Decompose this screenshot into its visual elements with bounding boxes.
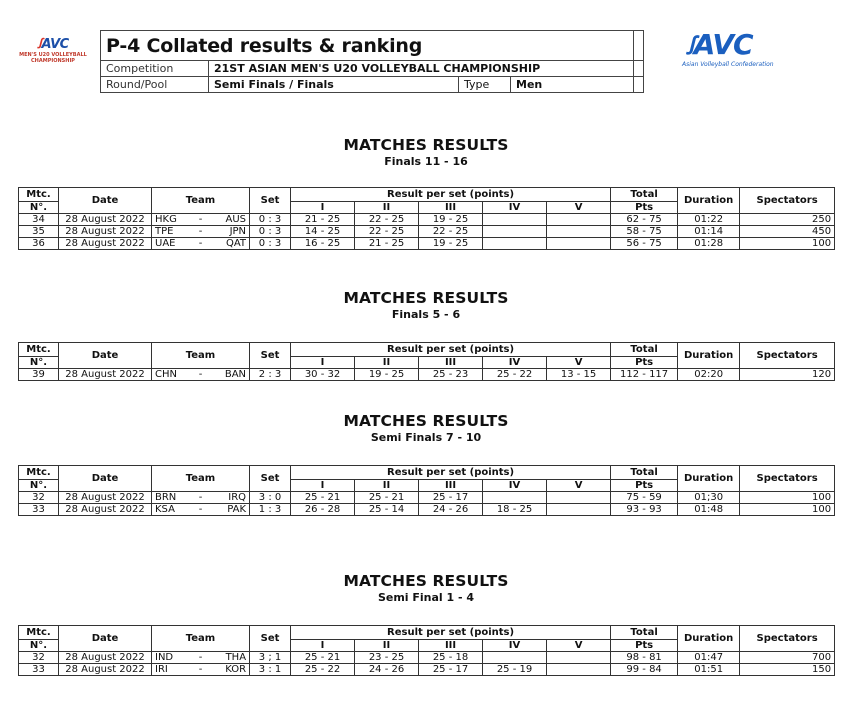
away-team: JPN	[207, 226, 250, 238]
total-points: 98 - 81	[611, 652, 678, 664]
col-date: Date	[59, 343, 152, 369]
set-2-score: 25 - 21	[355, 492, 419, 504]
type-value: Men	[511, 77, 634, 93]
col-set-1: I	[291, 202, 355, 214]
col-no: N°.	[19, 202, 59, 214]
team-separator: -	[195, 652, 207, 664]
team-separator: -	[195, 504, 207, 516]
competition-label: Competition	[101, 61, 209, 77]
set-4-score	[483, 238, 547, 250]
set-1-score: 16 - 25	[291, 238, 355, 250]
set-1-score: 30 - 32	[291, 369, 355, 381]
set-3-score: 25 - 23	[419, 369, 483, 381]
match-duration: 01:22	[678, 214, 740, 226]
home-team: IND	[152, 652, 195, 664]
col-set: Set	[250, 343, 291, 369]
col-date: Date	[59, 626, 152, 652]
col-result-per-set: Result per set (points)	[291, 343, 611, 357]
team-separator: -	[195, 369, 207, 381]
table-row	[19, 664, 835, 676]
set-4-score: 25 - 22	[483, 369, 547, 381]
match-number: 39	[19, 369, 59, 381]
away-team: QAT	[207, 238, 250, 250]
logo-text-line-2: CHAMPIONSHIP	[31, 58, 75, 64]
match-duration: 01:47	[678, 652, 740, 664]
table-row	[19, 652, 835, 664]
col-total: Total	[611, 343, 678, 357]
section-subtitle: Semi Finals 7 - 10	[370, 431, 482, 444]
col-duration: Duration	[678, 626, 740, 652]
spectators-count: 150	[740, 664, 835, 676]
col-set-5: V	[547, 480, 611, 492]
set-5-score	[547, 664, 611, 676]
col-set-5: V	[547, 202, 611, 214]
section-title: MATCHES RESULTS	[343, 289, 509, 307]
table-row	[19, 226, 835, 238]
table-header-row	[19, 343, 835, 357]
table-row	[19, 369, 835, 381]
col-set-3: III	[419, 202, 483, 214]
set-5-score: 13 - 15	[547, 369, 611, 381]
match-number: 35	[19, 226, 59, 238]
set-3-score: 25 - 17	[419, 492, 483, 504]
set-5-score	[547, 226, 611, 238]
table-header-row	[19, 466, 835, 480]
section-finals-11-16	[18, 136, 834, 249]
col-duration: Duration	[678, 466, 740, 492]
away-team: KOR	[207, 664, 250, 676]
set-score: 3 : 1	[250, 664, 291, 676]
set-2-score: 25 - 14	[355, 504, 419, 516]
total-points: 56 - 75	[611, 238, 678, 250]
home-team: HKG	[152, 214, 195, 226]
table-row	[19, 492, 835, 504]
table-header-row	[19, 188, 835, 202]
set-score: 3 : 0	[250, 492, 291, 504]
set-3-score: 19 - 25	[419, 238, 483, 250]
set-4-score	[483, 214, 547, 226]
page-title: P-4 Collated results & ranking	[101, 31, 634, 61]
home-team: KSA	[152, 504, 195, 516]
spectators-count: 100	[740, 238, 835, 250]
team-separator: -	[195, 238, 207, 250]
col-pts: Pts	[611, 202, 678, 214]
set-score: 2 : 3	[250, 369, 291, 381]
set-1-score: 25 - 21	[291, 492, 355, 504]
results-table	[18, 465, 835, 516]
away-team: AUS	[207, 214, 250, 226]
logo-text-line-1: MEN'S U20 VOLLEYBALL	[19, 52, 87, 58]
set-5-score	[547, 504, 611, 516]
col-spectators: Spectators	[740, 466, 835, 492]
total-points: 75 - 59	[611, 492, 678, 504]
col-duration: Duration	[678, 188, 740, 214]
col-mtc: Mtc.	[19, 626, 59, 640]
team-separator: -	[195, 492, 207, 504]
competition-value: 21ST ASIAN MEN'S U20 VOLLEYBALL CHAMPIONSHIP	[209, 61, 634, 77]
set-score: 0 : 3	[250, 226, 291, 238]
section-finals-5-6	[18, 289, 834, 380]
home-team: IRI	[152, 664, 195, 676]
document-header	[100, 30, 644, 93]
away-team: PAK	[207, 504, 250, 516]
match-number: 34	[19, 214, 59, 226]
total-points: 62 - 75	[611, 214, 678, 226]
team-separator: -	[195, 226, 207, 238]
col-set-2: II	[355, 357, 419, 369]
avc-logo: ꭍAVC Asian Volleyball Confederation	[682, 30, 792, 78]
col-set-3: III	[419, 357, 483, 369]
set-3-score: 25 - 17	[419, 664, 483, 676]
match-date: 28 August 2022	[59, 214, 152, 226]
section-semi-finals-7-10	[18, 412, 834, 515]
section-title: MATCHES RESULTS	[343, 136, 509, 154]
col-team: Team	[152, 188, 250, 214]
match-number: 33	[19, 664, 59, 676]
set-3-score: 22 - 25	[419, 226, 483, 238]
home-team: TPE	[152, 226, 195, 238]
col-mtc: Mtc.	[19, 466, 59, 480]
section-title: MATCHES RESULTS	[343, 572, 509, 590]
type-label: Type	[459, 77, 511, 93]
match-date: 28 August 2022	[59, 492, 152, 504]
team-separator: -	[195, 214, 207, 226]
col-duration: Duration	[678, 343, 740, 369]
set-5-score	[547, 214, 611, 226]
col-mtc: Mtc.	[19, 343, 59, 357]
col-date: Date	[59, 466, 152, 492]
match-duration: 01;30	[678, 492, 740, 504]
set-4-score: 18 - 25	[483, 504, 547, 516]
section-subtitle: Finals 5 - 6	[391, 308, 461, 321]
home-team: UAE	[152, 238, 195, 250]
match-date: 28 August 2022	[59, 369, 152, 381]
avc-logo-subtitle: Asian Volleyball Confederation	[682, 61, 774, 68]
set-3-score: 19 - 25	[419, 214, 483, 226]
round-value: Semi Finals / Finals	[209, 77, 459, 93]
spectators-count: 250	[740, 214, 835, 226]
col-set-3: III	[419, 480, 483, 492]
away-team: IRQ	[207, 492, 250, 504]
col-set-4: IV	[483, 480, 547, 492]
col-set-2: II	[355, 480, 419, 492]
col-set-1: I	[291, 480, 355, 492]
total-points: 112 - 117	[611, 369, 678, 381]
col-set: Set	[250, 188, 291, 214]
set-4-score	[483, 652, 547, 664]
section-semi-final-1-4	[18, 572, 834, 675]
match-number: 32	[19, 492, 59, 504]
set-score: 0 : 3	[250, 238, 291, 250]
set-score: 3 ; 1	[250, 652, 291, 664]
spectators-count: 100	[740, 492, 835, 504]
spectators-count: 100	[740, 504, 835, 516]
away-team: THA	[207, 652, 250, 664]
col-set-3: III	[419, 640, 483, 652]
col-pts: Pts	[611, 357, 678, 369]
col-no: N°.	[19, 357, 59, 369]
col-set-1: I	[291, 640, 355, 652]
set-1-score: 14 - 25	[291, 226, 355, 238]
set-4-score	[483, 492, 547, 504]
section-subtitle: Finals 11 - 16	[384, 155, 468, 168]
col-team: Team	[152, 466, 250, 492]
col-result-per-set: Result per set (points)	[291, 626, 611, 640]
section-subtitle: Semi Final 1 - 4	[377, 591, 475, 604]
away-team: BAN	[207, 369, 250, 381]
set-3-score: 25 - 18	[419, 652, 483, 664]
set-2-score: 22 - 25	[355, 226, 419, 238]
col-mtc: Mtc.	[19, 188, 59, 202]
set-2-score: 19 - 25	[355, 369, 419, 381]
set-4-score: 25 - 19	[483, 664, 547, 676]
championship-logo: ꭍAVC MEN'S U20 VOLLEYBALL CHAMPIONSHIP	[10, 38, 96, 86]
col-spectators: Spectators	[740, 188, 835, 214]
col-set-4: IV	[483, 202, 547, 214]
col-set-2: II	[355, 202, 419, 214]
col-set-2: II	[355, 640, 419, 652]
set-2-score: 22 - 25	[355, 214, 419, 226]
col-team: Team	[152, 343, 250, 369]
spectators-count: 700	[740, 652, 835, 664]
col-result-per-set: Result per set (points)	[291, 188, 611, 202]
col-spectators: Spectators	[740, 626, 835, 652]
set-3-score: 24 - 26	[419, 504, 483, 516]
match-duration: 01:51	[678, 664, 740, 676]
set-5-score	[547, 652, 611, 664]
set-1-score: 25 - 21	[291, 652, 355, 664]
set-2-score: 21 - 25	[355, 238, 419, 250]
set-2-score: 23 - 25	[355, 652, 419, 664]
set-5-score	[547, 492, 611, 504]
set-5-score	[547, 238, 611, 250]
col-pts: Pts	[611, 640, 678, 652]
col-set-4: IV	[483, 640, 547, 652]
match-date: 28 August 2022	[59, 226, 152, 238]
col-no: N°.	[19, 480, 59, 492]
col-date: Date	[59, 188, 152, 214]
match-date: 28 August 2022	[59, 238, 152, 250]
match-date: 28 August 2022	[59, 664, 152, 676]
match-date: 28 August 2022	[59, 652, 152, 664]
table-header-row	[19, 626, 835, 640]
total-points: 93 - 93	[611, 504, 678, 516]
total-points: 99 - 84	[611, 664, 678, 676]
results-table	[18, 187, 835, 250]
col-total: Total	[611, 188, 678, 202]
table-row	[19, 238, 835, 250]
col-spectators: Spectators	[740, 343, 835, 369]
match-number: 32	[19, 652, 59, 664]
col-total: Total	[611, 626, 678, 640]
results-table	[18, 625, 835, 676]
col-set: Set	[250, 626, 291, 652]
set-score: 0 : 3	[250, 214, 291, 226]
spectators-count: 120	[740, 369, 835, 381]
match-duration: 02:20	[678, 369, 740, 381]
col-pts: Pts	[611, 480, 678, 492]
match-duration: 01:28	[678, 238, 740, 250]
set-2-score: 24 - 26	[355, 664, 419, 676]
match-number: 36	[19, 238, 59, 250]
set-4-score	[483, 226, 547, 238]
set-score: 1 : 3	[250, 504, 291, 516]
set-1-score: 26 - 28	[291, 504, 355, 516]
col-set-4: IV	[483, 357, 547, 369]
home-team: BRN	[152, 492, 195, 504]
total-points: 58 - 75	[611, 226, 678, 238]
table-row	[19, 504, 835, 516]
team-separator: -	[195, 664, 207, 676]
col-set-1: I	[291, 357, 355, 369]
col-no: N°.	[19, 640, 59, 652]
table-row	[19, 214, 835, 226]
col-set-5: V	[547, 640, 611, 652]
round-label: Round/Pool	[101, 77, 209, 93]
home-team: CHN	[152, 369, 195, 381]
col-set-5: V	[547, 357, 611, 369]
match-duration: 01:48	[678, 504, 740, 516]
set-1-score: 25 - 22	[291, 664, 355, 676]
col-result-per-set: Result per set (points)	[291, 466, 611, 480]
results-table	[18, 342, 835, 381]
col-set: Set	[250, 466, 291, 492]
match-date: 28 August 2022	[59, 504, 152, 516]
spectators-count: 450	[740, 226, 835, 238]
set-1-score: 21 - 25	[291, 214, 355, 226]
section-title: MATCHES RESULTS	[343, 412, 509, 430]
col-team: Team	[152, 626, 250, 652]
col-total: Total	[611, 466, 678, 480]
match-duration: 01:14	[678, 226, 740, 238]
match-number: 33	[19, 504, 59, 516]
